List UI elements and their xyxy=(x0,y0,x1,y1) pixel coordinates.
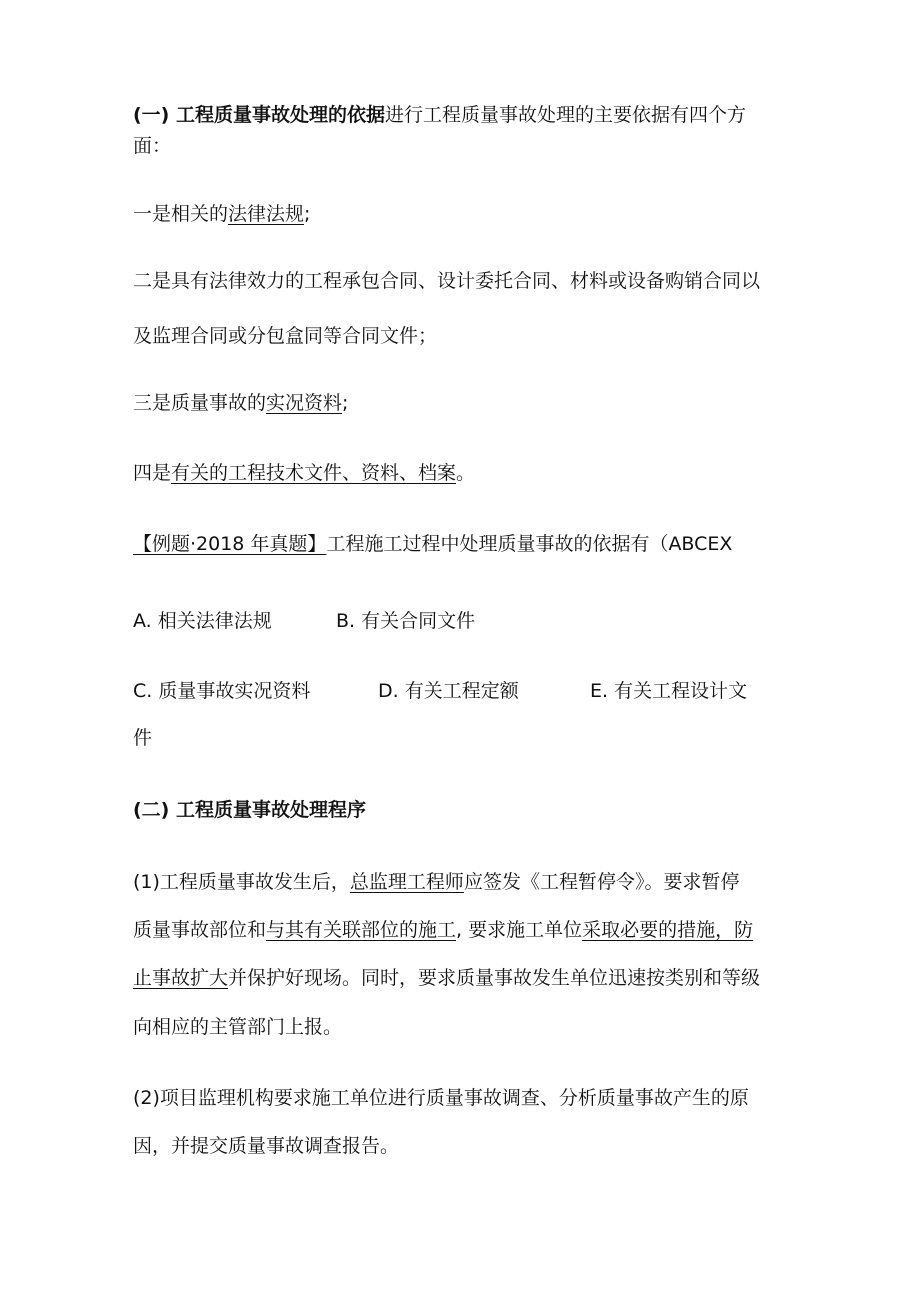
step1-l2-underlined: 与其有关联部位的施工 xyxy=(266,919,457,941)
section2-heading: (二) 工程质量事故处理程序 xyxy=(133,799,366,821)
item-four-suffix: 。 xyxy=(456,462,476,484)
step1-l2-b: , 要求施工单位 xyxy=(456,919,583,941)
item-four-prefix: 四是 xyxy=(133,462,172,484)
step1-l1-underlined: 总监理工程师 xyxy=(349,871,464,893)
example-question-text: 工程施工过程中处理质量事故的依据有（ABCEX xyxy=(326,533,733,555)
step1-l2-a: 质量事故部位和 xyxy=(133,919,267,941)
step1-l2-underlined-2: 采取必要的措施，防 xyxy=(582,919,754,941)
example-tag: 【例题·2018 年真题】 xyxy=(133,533,327,555)
step1-l3-b: 并保护好现场。同时，要求质量事故发生单位迅速按类别和等级 xyxy=(228,967,761,989)
item-one xyxy=(133,199,798,226)
example-question xyxy=(133,529,798,556)
step1-l1-b: 应签发《工程暂停令》。要求暂停 xyxy=(463,871,740,893)
item-three-underlined: 实况资料 xyxy=(266,392,343,414)
section1-intro-line2: 面： xyxy=(133,135,172,157)
item-one-suffix: ; xyxy=(304,203,311,225)
option-d: D. 有关工程定额 xyxy=(378,680,519,702)
step1-line3 xyxy=(133,963,798,990)
option-a: A. 相关法律法规 xyxy=(133,610,272,632)
item-two-line2: 及监理合同或分包盒同等合同文件； xyxy=(133,325,438,347)
item-one-prefix: 一是相关的 xyxy=(133,203,229,225)
item-two-line1: 二是具有法律效力的工程承包合同、设计委托合同、材料或设备购销合同以 xyxy=(133,270,761,292)
step1-l1-a: (1)工程质量事故发生后， xyxy=(133,871,350,893)
option-c: C. 质量事故实况资料 xyxy=(133,680,311,702)
item-four-underlined: 有关的工程技术文件、资料、档案 xyxy=(171,462,457,484)
option-e: E. 有关工程设计文 xyxy=(590,680,748,702)
step1-line1 xyxy=(133,867,798,894)
item-three xyxy=(133,388,798,415)
step2-line2: 因，并提交质量事故调查报告。 xyxy=(133,1135,400,1157)
section1-intro: 进行工程质量事故处理的主要依据有四个方 xyxy=(384,104,746,126)
item-three-prefix: 三是质量事故的 xyxy=(133,392,267,414)
step1-line2 xyxy=(133,915,798,942)
item-three-suffix: ; xyxy=(342,392,349,414)
section1-heading: (一) 工程质量事故处理的依据 xyxy=(133,104,385,126)
item-one-underlined: 法律法规 xyxy=(228,203,305,225)
option-e-continued: 件 xyxy=(133,727,153,749)
step1-line4: 向相应的主管部门上报。 xyxy=(133,1016,343,1038)
step2-line1: (2)项目监理机构要求施工单位进行质量事故调查、分析质量事故产生的原 xyxy=(133,1087,749,1109)
item-four xyxy=(133,458,798,485)
section1-intro-line1 xyxy=(133,100,798,127)
option-b: B. 有关合同文件 xyxy=(336,610,476,632)
step1-l3-underlined: 止事故扩大 xyxy=(133,967,229,989)
